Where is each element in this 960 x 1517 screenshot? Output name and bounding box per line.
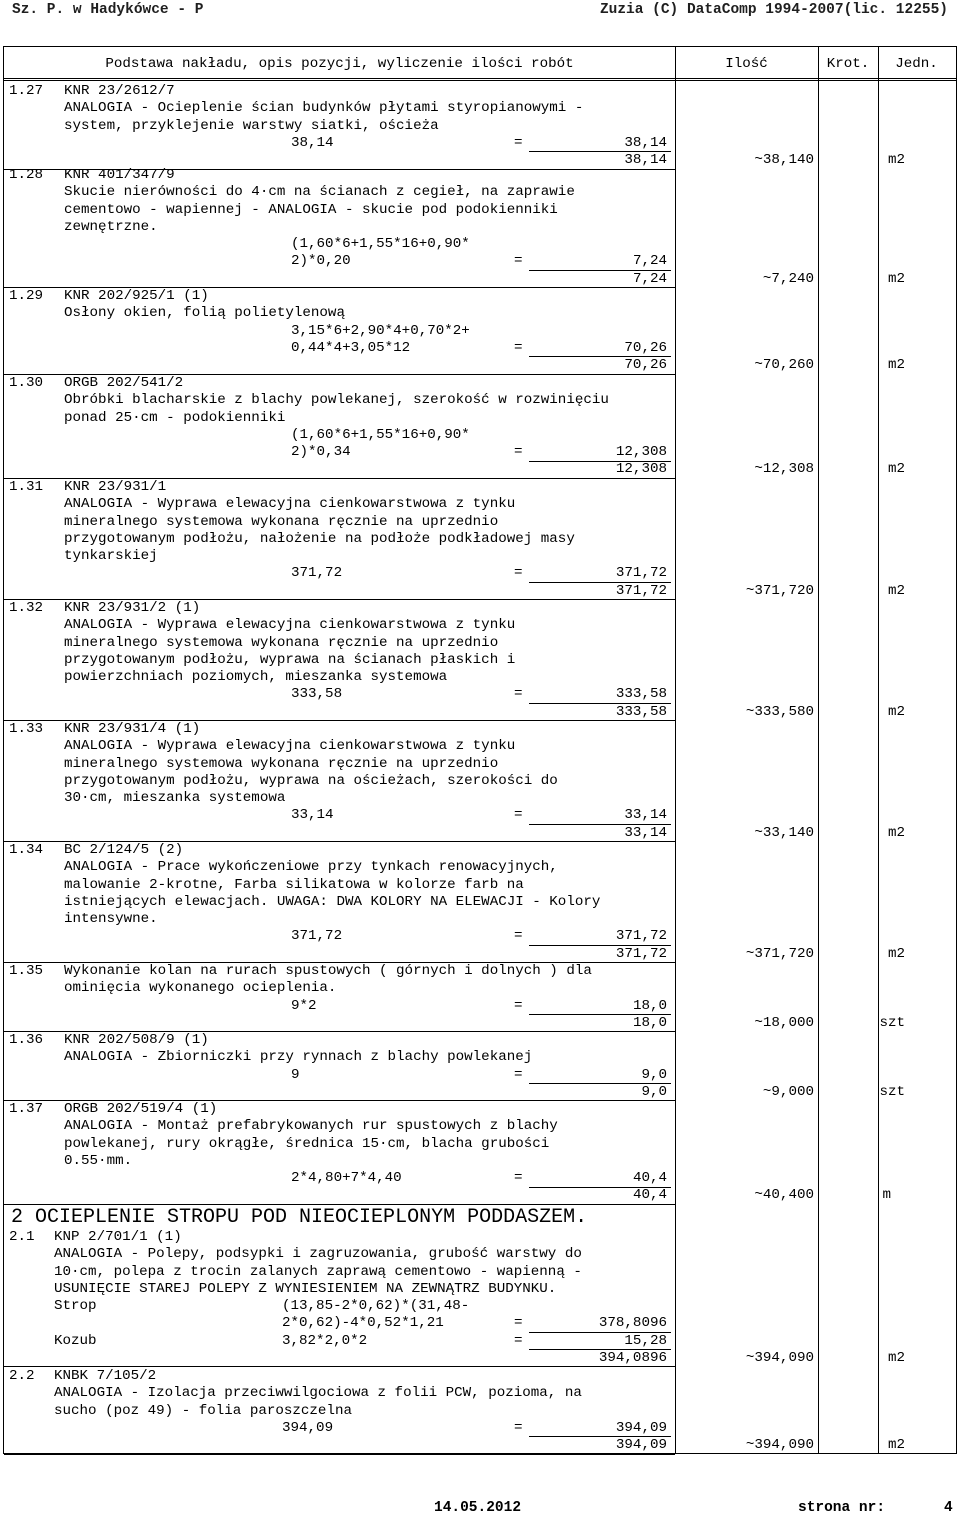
calc-equals: = [514,1315,523,1332]
calc-value: 371,72 [615,565,667,582]
position-description-line: ANALOGIA - Zbiorniczki przy rynnach z blachy powlekanej [64,1049,533,1066]
position-norm: ORGB 202/519/4 (1) [64,1101,218,1117]
calc-value: 378,8096 [598,1315,667,1332]
position-number: 2.2 [9,1368,35,1384]
position-sum: 371,72 [615,945,667,962]
calc-equals: = [514,339,523,356]
calc-expression: 9*2 [291,997,317,1014]
position-description-line: ANALOGIA - Ocieplenie ścian budynków płytami styropianowymi - [64,100,584,117]
calc-equals: = [514,444,523,460]
position-total: ~18,000 [754,1014,814,1031]
calc-value: 333,58 [615,686,667,703]
position-sum: 40,4 [632,1187,667,1204]
calc-value: 9,0 [641,1066,667,1083]
position-sum: 9,0 [641,1083,667,1100]
position-number: 1.30 [9,375,44,391]
position-sum: 394,0896 [598,1349,667,1366]
position-number: 1.34 [9,842,44,858]
position-description-line: ANALOGIA - Polepy, podsypki i zagruzowania, grubość warstwy do [54,1246,582,1263]
cost-estimate-table [3,46,957,1454]
calc-expression: 2)*0,34 [291,444,351,460]
position-norm: KNP 2/701/1 (1) [54,1229,182,1245]
position-total: ~38,140 [754,152,814,168]
position-description-line: 0.55·mm. [64,1152,133,1169]
calc-value: 18,0 [632,997,667,1014]
position-sum: 38,14 [624,152,667,168]
position-number: 1.33 [9,721,44,737]
position-description-line: ANALOGIA - Montaż prefabrykowanych rur spustowych z blachy [64,1118,558,1135]
position-total: ~371,720 [745,582,814,599]
calc-expression: (1,60*6+1,55*16+0,90* [291,236,470,252]
column-divider [878,47,879,1453]
position-description-line: mineralnego systemowa wykonana ręcznie na uprzednio [64,755,499,772]
calc-value: 33,14 [624,807,667,824]
calc-expression: 371,72 [291,928,343,945]
position-description-line: ANALOGIA - Wyprawa elewacyjna cienkowarstwowa z tynku [64,617,516,634]
position-norm: KNR 23/931/4 (1) [64,721,201,737]
position-norm: KNR 202/508/9 (1) [64,1032,209,1048]
calc-value: 394,09 [615,1419,667,1436]
column-divider [818,47,819,1453]
calc-expression: 371,72 [291,565,343,582]
position-description-line: ANALOGIA - Wyprawa elewacyjna cienkowarstwowa z tynku [64,738,516,755]
position-total: ~394,090 [745,1349,814,1366]
calc-equals: = [514,1332,523,1349]
position-total: ~9,000 [762,1083,814,1100]
footer-page-number: 4 [944,1500,953,1516]
position-unit: szt [879,1014,905,1031]
calc-expression: 9 [291,1066,300,1083]
position-description-line: cementowo - wapiennej - ANALOGIA - skucie pod podokienniki [64,201,558,218]
position-number: 1.28 [9,167,44,183]
position-norm: ORGB 202/541/2 [64,375,184,391]
position-number: 1.37 [9,1101,44,1117]
position-unit: m2 [887,824,905,841]
position-total: ~7,240 [762,270,814,287]
position-unit: m2 [887,1349,905,1366]
position-description-line: sucho (poz 49) - folia paroszczelna [54,1402,352,1419]
position-sum: 7,24 [632,270,667,287]
position-number: 1.36 [9,1032,44,1048]
calc-equals: = [514,1419,523,1436]
position-total: ~70,260 [754,357,814,373]
position-description-line: istniejących elewacjach. UWAGA: DWA KOLORY NA ELEWACJI - Kolory [64,893,601,910]
calc-expression: 2)*0,20 [291,253,351,270]
position-sum: 18,0 [632,1014,667,1031]
position-number: 2.1 [9,1229,35,1245]
position-description-line: Obróbki blacharskie z blachy powlekanej, szerokość w rozwinięciu [64,392,609,409]
position-description-line: ANALOGIA - Wyprawa elewacyjna cienkowarstwowa z tynku [64,496,516,513]
calc-label: Kozub [54,1332,97,1349]
calc-expression: 2*0,62)-4*0,52*1,21 [282,1315,444,1332]
position-norm: KNR 401/347/9 [64,167,175,183]
position-total: ~371,720 [745,945,814,962]
position-description-line: tynkarskiej [64,548,158,564]
position-description-line: mineralnego systemowa wykonana ręcznie na uprzednio [64,513,499,530]
row-divider [4,1204,675,1205]
position-unit: m2 [887,1437,905,1453]
position-total: ~33,140 [754,824,814,841]
calc-equals: = [514,134,523,151]
calc-value: 7,24 [632,253,667,270]
position-unit: m2 [887,703,905,720]
position-unit: m2 [887,582,905,599]
position-description-line: Wykonanie kolan na rurach spustowych ( górnych i dolnych ) dla [64,963,592,979]
position-total: ~12,308 [754,461,814,478]
position-unit: m2 [887,270,905,287]
position-description-line: powlekanej, rury okrągłe, średnica 15·cm, blacha grubości [64,1135,550,1152]
calc-equals: = [514,928,523,945]
position-description-line: ponad 25·cm - podokienniki [64,409,286,426]
calc-expression: 33,14 [291,807,334,824]
position-unit: m2 [887,357,905,373]
position-unit: m [882,1187,891,1204]
column-header-quantity: Ilość [725,56,768,72]
header-divider [4,80,956,81]
report-header-left: Sz. P. w Hadykówce - P [12,2,204,18]
position-description-line: Osłony okien, folią polietylenową [64,305,345,322]
position-number: 1.27 [9,83,44,99]
position-description-line: 30·cm, mieszanka systemowa [64,790,286,806]
position-total: ~394,090 [745,1437,814,1453]
calc-expression: 333,58 [291,686,343,703]
calc-value: 40,4 [632,1170,667,1186]
position-number: 1.32 [9,600,44,616]
position-description-line: mineralnego systemowa wykonana ręcznie na uprzednio [64,634,499,651]
position-description-line: zewnętrzne. [64,218,158,235]
calc-equals: = [514,686,523,703]
position-number: 1.35 [9,963,44,979]
position-unit: m2 [887,461,905,478]
report-header-right: Zuzia (C) DataComp 1994-2007(lic. 12255) [599,2,948,18]
position-description-line: ANALOGIA - Izolacja przeciwwilgociowa z folii PCW, pozioma, na [54,1385,582,1402]
position-norm: BC 2/124/5 (2) [64,842,184,858]
position-norm: KNR 23/931/2 (1) [64,600,201,616]
position-sum: 12,308 [615,461,667,478]
calc-equals: = [514,1066,523,1083]
calc-value: 12,308 [615,444,667,460]
column-header-unit: Jedn. [895,56,938,72]
position-norm: KNR 23/931/1 [64,479,167,495]
calc-label: Strop [54,1298,97,1314]
position-number: 1.29 [9,288,44,304]
position-description-line: ominięcia wykonanego ocieplenia. [64,980,337,997]
position-description-line: USUNIĘCIE STAREJ POLEPY Z WYNIESIENIEM NA ZEWNĄTRZ BUDYNKU. [54,1280,557,1297]
position-description-line: system, przyklejenie warstwy siatki, ościeża [64,117,439,134]
header-divider [4,78,956,79]
calc-equals: = [514,253,523,270]
column-header-krot: Krot. [826,56,870,72]
calc-equals: = [514,997,523,1014]
position-sum: 33,14 [624,824,667,841]
position-unit: m2 [887,945,905,962]
position-description-line: przygotowanym podłożu, wyprawa na ścianach płaskich i [64,651,516,668]
position-description-line: powierzchniach poziomych, mieszanka systemowa [64,669,448,685]
position-description-line: malowanie 2-krotne, Farba silikatowa w kolorze farb na [64,876,524,893]
position-description-line: ANALOGIA - Prace wykończeniowe przy tynkach renowacyjnych, [64,859,558,876]
calc-equals: = [514,565,523,582]
position-sum: 371,72 [615,582,667,599]
calc-expression: 38,14 [291,134,334,151]
position-number: 1.31 [9,479,44,495]
position-sum: 333,58 [615,703,667,720]
calc-expression: 3,82*2,0*2 [282,1332,368,1349]
section-title: 2 OCIEPLENIE STROPU POD NIEOCIEPLONYM PODDASZEM. [11,1206,588,1229]
position-unit: szt [879,1083,905,1100]
position-norm: KNR 23/2612/7 [64,83,175,99]
calc-value: 371,72 [615,928,667,945]
calc-equals: = [514,807,523,824]
position-sum: 70,26 [624,357,667,373]
position-description-line: 10·cm, polepa z trocin zalanych zaprawą cementowo - wapienną - [54,1263,582,1280]
calc-value: 70,26 [624,339,667,356]
calc-value: 38,14 [624,134,667,151]
calc-equals: = [514,1170,523,1186]
column-header-description: Podstawa nakładu, opis pozycji, wyliczenie ilości robót [105,56,574,72]
footer-date: 14.05.2012 [434,1500,522,1516]
column-divider [675,47,676,1453]
position-norm: KNBK 7/105/2 [54,1368,157,1384]
position-total: ~333,580 [745,703,814,720]
calc-expression: (1,60*6+1,55*16+0,90* [291,426,470,443]
position-norm: KNR 202/925/1 (1) [64,288,209,304]
position-total: ~40,400 [754,1187,814,1204]
position-unit: m2 [887,152,905,168]
position-description-line: intensywne. [64,911,158,927]
position-sum: 394,09 [615,1437,667,1453]
position-description-line: przygotowanym podłożu, nałożenie na podłoże podkładowej masy [64,530,575,547]
calc-expression: 3,15*6+2,90*4+0,70*2+ [291,322,470,339]
calc-expression: 2*4,80+7*4,40 [291,1170,402,1186]
position-description-line: przygotowanym podłożu, wyprawa na ościeżach, szerokości do [64,772,558,789]
calc-expression: (13,85-2*0,62)*(31,48- [282,1298,470,1314]
position-description-line: Skucie nierówności do 4·cm na ścianach z cegieł, na zaprawie [64,184,575,201]
calc-value: 15,28 [624,1332,667,1349]
footer-page-label: strona nr: [798,1500,886,1516]
calc-expression: 0,44*4+3,05*12 [291,339,411,356]
calc-expression: 394,09 [282,1419,334,1436]
row-divider [4,1454,675,1455]
